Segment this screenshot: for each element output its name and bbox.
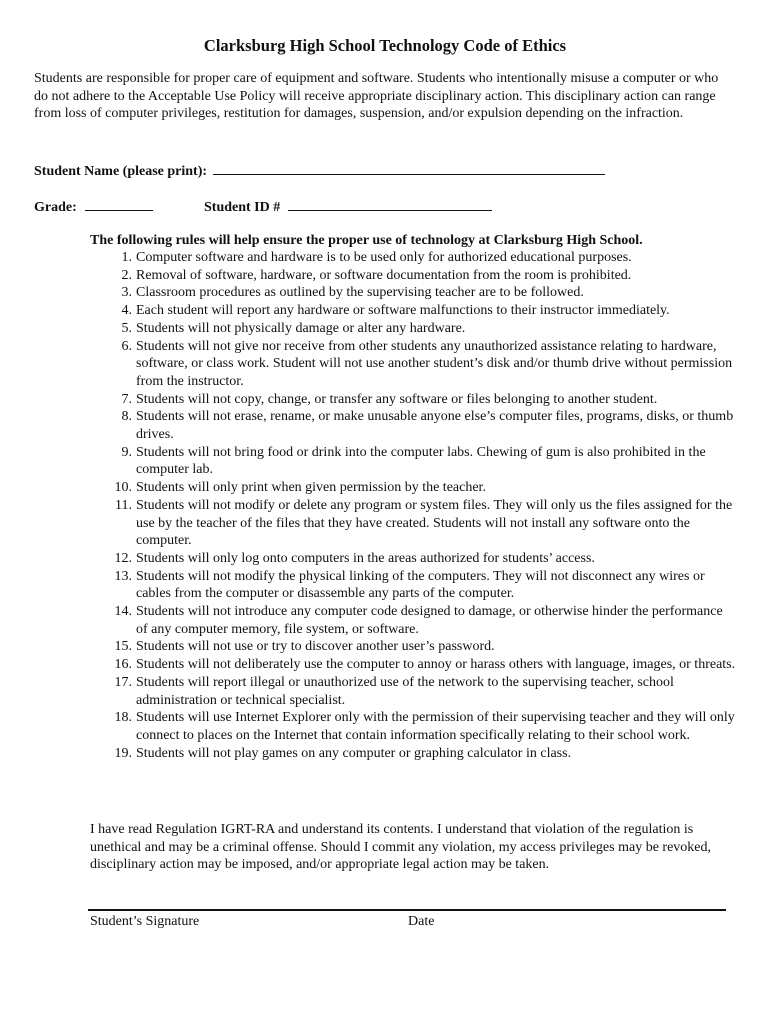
rule-text: Classroom procedures as outlined by the supervising teacher are to be followed. (136, 285, 584, 301)
rule-number: 1. (121, 250, 132, 265)
rule-text: Students will use Internet Explorer only with the permission of their supervising teacher and they will only connect to places on the Internet that contain information specifically relating to their school work. (136, 710, 735, 743)
rule-number: 8. (121, 409, 132, 425)
list-item (114, 603, 736, 638)
intro-paragraph: Students are responsible for proper care of equipment and software. Students who intentionally misuse a computer or who do not adhere to the Acceptable Use Policy will receive appropriate disciplinary action. This disciplinary action can range from loss of computer privileges, restitution for damages, suspension, and/or expulsion depending on the infraction. (34, 71, 719, 121)
rule-number: 12. (114, 550, 132, 566)
list-item (121, 320, 736, 338)
rule-number: 5. (121, 320, 132, 336)
rule-text: Students will not copy, change, or transfer any software or files belonging to another student. (136, 391, 658, 407)
rule-number: 4. (121, 303, 132, 319)
list-item (121, 444, 736, 479)
list-item (121, 408, 736, 443)
rule-number: 14. (114, 604, 132, 620)
rule-text: Students will only print when given permission by the teacher. (136, 480, 486, 496)
student-name-label: Student Name (please print): (34, 164, 208, 179)
rule-text: Students will not deliberately use the computer to annoy or harass others with language, images, or threats. (136, 657, 736, 673)
list-item (114, 568, 736, 603)
list-item (114, 745, 736, 763)
grade-label: Grade: (34, 200, 77, 215)
rule-number: 15. (114, 639, 132, 655)
rule-text: Students will not modify the physical linking of the computers. They will not disconnect any wires or cables from the computer or disassemble any parts of the computer. (136, 568, 705, 602)
rule-number: 11. (115, 497, 132, 513)
student-id-row (204, 196, 492, 217)
list-item (121, 267, 736, 285)
signature-line[interactable] (88, 909, 726, 911)
student-id-field[interactable] (288, 196, 492, 211)
grade-field[interactable] (85, 196, 153, 211)
grade-row (34, 196, 153, 217)
student-name-row (34, 160, 605, 181)
rule-number: 16. (114, 657, 132, 673)
list-item (115, 497, 736, 550)
date-label: Date (408, 914, 435, 929)
rule-text: Students will not modify or delete any program or system files. They will only us the files assigned for the use by the teacher of the files that they have created. Students will not install any software onto the computer. (136, 497, 733, 549)
rule-number: 3. (121, 285, 132, 301)
rule-text: Students will not physically damage or alter any hardware. (136, 320, 466, 336)
rule-number: 7. (121, 391, 132, 407)
rule-number: 10. (114, 480, 132, 496)
rule-number: 13. (114, 568, 132, 584)
rule-text: Students will not bring food or drink into the computer labs. Chewing of gum is also prohibited in the computer lab. (136, 444, 706, 478)
list-item (114, 479, 736, 497)
signature-label: Student’s Signature (90, 914, 200, 929)
list-item (114, 709, 736, 744)
rule-text: Students will only log onto computers in the areas authorized for students’ access. (136, 550, 595, 566)
rule-text: Students will not play games on any computer or graphing calculator in class. (136, 745, 572, 761)
list-item (121, 391, 736, 409)
rules-list (114, 249, 736, 762)
rule-number: 9. (121, 444, 132, 460)
list-item (114, 638, 736, 656)
list-item (114, 674, 736, 709)
rule-text: Students will not erase, rename, or make unusable anyone else’s computer files, programs, disks, or thumb drives. (136, 409, 734, 443)
rule-text: Students will not give nor receive from other students any unauthorized assistance relating to hardware, software, or class work. Student will not use another student’s disk and/or thumb drive without permission from the instructor. (136, 338, 733, 389)
document-title: Clarksburg High School Technology Code of Ethics (203, 36, 567, 55)
list-item (121, 284, 736, 302)
rule-text: Removal of software, hardware, or software documentation from the room is prohibited. (136, 267, 632, 283)
student-name-field[interactable] (213, 160, 605, 175)
list-item (114, 656, 736, 674)
rule-text: Each student will report any hardware or software malfunctions to their instructor immediately. (136, 303, 670, 319)
rule-number: 19. (114, 745, 132, 761)
rule-number: 6. (121, 338, 132, 354)
acknowledgement-paragraph: I have read Regulation IGRT-RA and understand its contents. I understand that violation of the regulation is unethical and may be a criminal offense. Should I commit any violation, my access privileges may be revoked, disciplinary action may be imposed, and/or appropriate legal action may be taken. (90, 822, 712, 872)
rule-text: Computer software and hardware is to be used only for authorized educational purposes. (136, 250, 632, 265)
rule-text: Students will not introduce any computer code designed to damage, or otherwise hinder the performance of any computer memory, file system, or software. (136, 604, 723, 637)
list-item (121, 302, 736, 320)
rule-number: 17. (114, 674, 132, 690)
list-item (114, 550, 736, 568)
rule-text: Students will not use or try to discover another user’s password. (136, 639, 495, 655)
rule-text: Students will report illegal or unauthorized use of the network to the supervising teacher, school administration or technical specialist. (136, 674, 674, 708)
list-item (121, 249, 736, 267)
rule-number: 18. (114, 710, 132, 726)
student-id-label: Student ID # (204, 200, 281, 215)
list-item (121, 338, 736, 391)
rules-heading: The following rules will help ensure the proper use of technology at Clarksburg High School. (90, 233, 643, 248)
rule-number: 2. (121, 267, 132, 283)
